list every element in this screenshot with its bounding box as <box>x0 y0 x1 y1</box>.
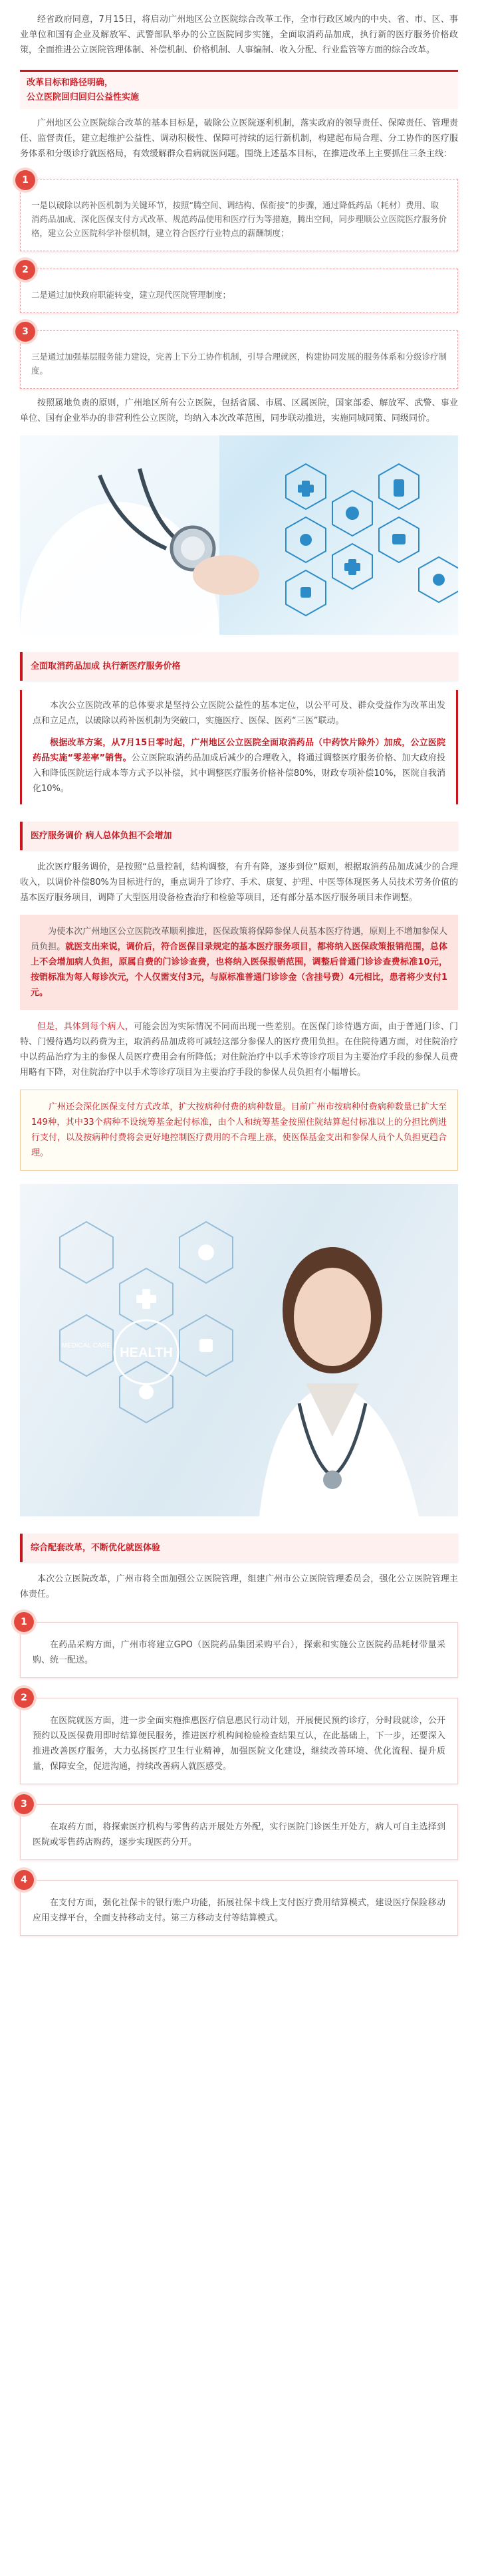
payment-reform-box <box>20 1090 458 1171</box>
number-badge: 3 <box>15 322 35 342</box>
stethoscope-image <box>20 435 458 635</box>
number-badge: 2 <box>14 1688 34 1708</box>
card-text: 在取药方面，将探索医疗机构与零售药店开展处方外配，实行医院门诊医生开处方，病人可自主选择到医院或零售药店购药，逐步实现医药分开。 <box>33 1822 445 1847</box>
insurance-highlight: 就医支出来说，调价后，符合医保目录规定的基本医疗服务项目，都将纳入医保政策报销范围，总体上不会增加病人负担，原属自费的门诊诊查费，也将纳入医保报销范围，调整后普通门诊诊查费标准10元，按销标准为每人每诊次元，个人仅需支付3元，与原标准普通门诊诊金（含挂号费）4元相比，患者将少支付1元。 <box>31 942 447 998</box>
section-header-price <box>20 652 458 681</box>
card-1 <box>20 175 458 251</box>
article <box>20 0 458 1936</box>
card-text: 在医院就医方面，进一步全面实施推惠医疗信息惠民行动计划，开展便民预约诊疗，分时段就诊，公开预约以及医保费用即时结算便民服务，推进医疗机构间检验检查结果互认，在此基础上，下一步，还要深入推进改善医疗服务，大力弘扬医疗卫生行业精神，加强医院文化建设，继续改善环境、优化流程、提升质量，保障安全，促进沟通，持续改善病人就医感受。 <box>33 1716 445 1772</box>
difference-text: 可能会因为实际情况不同而出现一些差别。在医保门诊待遇方面，由于普通门诊、门特、门慢待遇均以药费为主，取消药品加成将可减轻这部分参保人的医疗费用负担。在住院待遇方面，对住院治疗中以药品治疗为主的参保人员医疗费用会有所降低；对住院治疗中以手术等诊疗项目为主要治疗手段的参保人员费用略有下降，对住院治疗中以手术等诊疗项目为主要治疗手段的参保人员负担有小幅增长。 <box>20 1022 458 1078</box>
doctor-image <box>20 1184 458 1516</box>
stethoscope-illustration <box>20 435 458 635</box>
health-label: HEALTH <box>120 1346 173 1360</box>
support-paragraph: 本次公立医院改革，广州市将全面加强公立医院管理，组建广州市公立医院管理委员会，强化公立医院管理主体责任。 <box>20 1574 458 1599</box>
card-2 <box>20 265 458 313</box>
card-text: 在支付方面，强化社保卡的银行账户功能，拓展社保卡线上支付医疗费用结算模式，建设医疗保险移动应用支撑平台，全面支持移动支付。第三方移动支付等结算模式。 <box>33 1898 445 1923</box>
difference-highlight: 但是，具体到每个病人， <box>37 1022 134 1032</box>
card-text: 二是通过加快政府职能转变，建立现代医院管理制度； <box>31 290 231 300</box>
medical-care-label: MEDICAL CARE <box>61 1342 112 1349</box>
insurance-box <box>20 915 458 1010</box>
number-badge: 4 <box>14 1870 34 1890</box>
number-badge: 1 <box>14 1612 34 1632</box>
support-card-4 <box>20 1875 458 1936</box>
payment-paragraph: 广州还会深化医保支付方式改革，扩大按病种付费的病种数量。目前广州市按病种付费病种数量已扩大至149种，其中33个病种不设统筹基金起付标准，由个人和统筹基金按照住院结算起付标准以上的分担比例进行支付，以及按病种付费将会更好地控制医疗费用的不合理上涨，使医保基金支出和参保人员个人负担更趋合理。 <box>31 1102 447 1158</box>
card-3 <box>20 326 458 389</box>
number-badge: 2 <box>15 260 35 280</box>
support-card-3 <box>20 1799 458 1860</box>
price-paragraph-c: 公立医院取消药品加成后减少的合理收入，将通过调整医疗服务价格、加大政府投入和降低医院运行成本等方式予以补偿，其中调整医疗服务价格补偿80%，财政专项补偿10%，医院自我消化10%。 <box>33 753 445 794</box>
price-paragraph-a: 本次公立医院改革的总体要求是坚持公立医院公益性的基本定位，以公平可及、群众受益作为改革出发点和立足点，以破除以药补医机制为突破口，实施医疗、医保、医药“三医”联动。 <box>33 701 445 726</box>
adjust-paragraph: 此次医疗服务调价，是按照“总量控制，结构调整，有升有降，逐步到位”原则，根据取消药品加成减少的合理收入，以调价补偿80%为目标进行的，重点调升了诊疗、手术、康复、护理、中医等体现医务人员技术劳务价值的基本医疗服务项目，调降了大型医用设备检查治疗和检验等项目，还有部分基本医疗服务项目未作调整。 <box>20 862 458 903</box>
price-reform-box <box>20 690 458 804</box>
support-card-1 <box>20 1617 458 1678</box>
insurance-paragraph <box>31 924 447 1000</box>
card-text: 一是以破除以药补医机制为关键环节，按照“腾空间、调结构、保衔接”的步骤，通过降低药品（耗材）费用、取消药品加成、深化医保支付方式改革、规范药品使用和医疗行为等措施，腾出空间，同步理顺公立医院医疗服务价格，建立公立医院科学补偿机制，建立符合医疗行业特点的薪酬制度； <box>31 200 447 238</box>
support-card-2 <box>20 1693 458 1784</box>
price-paragraph-bc <box>33 735 445 796</box>
section-title: 医疗服务调价 病人总体负担不会增加 <box>31 831 172 841</box>
number-badge: 3 <box>14 1794 34 1814</box>
difference-paragraph <box>20 1019 458 1080</box>
number-badge: 1 <box>15 170 35 190</box>
scope-paragraph: 按照属地负责的原则，广州地区所有公立医院，包括省属、市属、区属医院，国家部委、解放军、武警、事业单位、国有企业举办的非营利性公立医院，均纳入本次改革范围，同步联动推进，实施同城同策、同级同价。 <box>20 398 458 423</box>
intro-paragraph: 经省政府同意，7月15日，将启动广州地区公立医院综合改革工作，全市行政区域内的中央、省、市、区、事业单位和国有企业及解放军、武警部队举办的公立医院同步实施，全面取消药品加成，执行新的医疗服务价格政策，全面推进公立医院管理体制、补偿机制、价格机制、人事编制、收入分配、行业监管等方面的综合改革。 <box>20 15 458 55</box>
section-header-adjust <box>20 822 458 850</box>
card-text: 在药品采购方面，广州市将建立GPO（医院药品集团采购平台），探索和实施公立医院药品耗材带量采购、统一配送。 <box>33 1640 445 1665</box>
section-title-line2: 公立医院回归回归公益性实施 <box>27 92 140 102</box>
card-text: 三是通过加强基层服务能力建设，完善上下分工协作机制，引导合理就医，构建协同发展的服务体系和分级诊疗制度。 <box>31 352 447 376</box>
section-title: 综合配套改革，不断优化就医体验 <box>31 1543 161 1553</box>
doctor-illustration <box>20 1184 458 1516</box>
section-title: 全面取消药品加成 执行新医疗服务价格 <box>31 661 181 671</box>
insurance-text-a: 为使本次广州地区公立医院改革顺利推进，医保政策将保障参保人员基本医疗待遇，原则上不增加参保人员负担。 <box>31 927 447 952</box>
goal-paragraph: 广州地区公立医院综合改革的基本目标是，破除公立医院逐利机制，落实政府的领导责任、保障责任、管理责任、监督责任，建立起维护公益性、调动积极性、保障可持续的运行新机制，构建起布局合理、分工协作的医疗服务体系和分级诊疗就医格局，有效缓解群众看病就医问题。围绕上述基本目标，在推进改革上主要抓住三条主线： <box>20 118 458 159</box>
section-header-support <box>20 1534 458 1562</box>
section-title-line1: 改革目标和路径明确， <box>27 78 114 88</box>
section-header-goals <box>20 70 458 109</box>
price-highlight: 根据改革方案，从7月15日零时起，广州地区公立医院全面取消药品（中药饮片除外）加成，公立医院药品实施“零差率”销售。 <box>33 738 445 763</box>
